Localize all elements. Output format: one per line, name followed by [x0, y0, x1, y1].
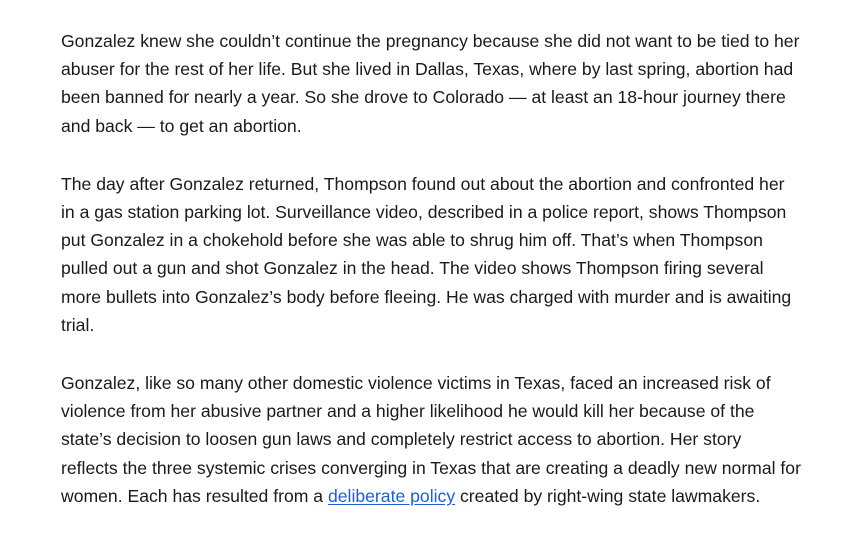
- paragraph-3-text-before-link: Gonzalez, like so many other domestic violence victims in Texas, faced an increased risk of violence from her abusive partner and a higher likelihood he would kill her because of the state’s decision to loosen gun laws and completely restrict access to abortion. Her story reflects the three systemic crises converging in Texas that are creating a deadly new normal for women. Each has resulted from a: [61, 373, 801, 506]
- paragraph-2: The day after Gonzalez returned, Thompson found out about the abortion and confronted her in a gas station parking lot. Surveillance video, described in a police report, shows Thompson put Gonzalez in a chokehold before she was able to shrug him off. That’s when Thompson pulled out a gun and shot Gonzalez in the head. The video shows Thompson firing several more bullets into Gonzalez’s body before fleeing. He was charged with murder and is awaiting trial.: [61, 173, 792, 335]
- deliberate-policy-link[interactable]: deliberate policy: [327, 485, 456, 506]
- paragraph-3: [61, 369, 801, 510]
- article-body: [61, 27, 801, 540]
- paragraph-1: Gonzalez knew she couldn’t continue the pregnancy because she did not want to be tied to her abuser for the rest of her life. But she lived in Dallas, Texas, where by last spring, abortion had been banned for nearly a year. So she drove to Colorado — at least an 18-hour journey there and back — to get an abortion.: [61, 31, 800, 136]
- paragraph-3-text-after-link: created by right-wing state lawmakers.: [455, 485, 761, 506]
